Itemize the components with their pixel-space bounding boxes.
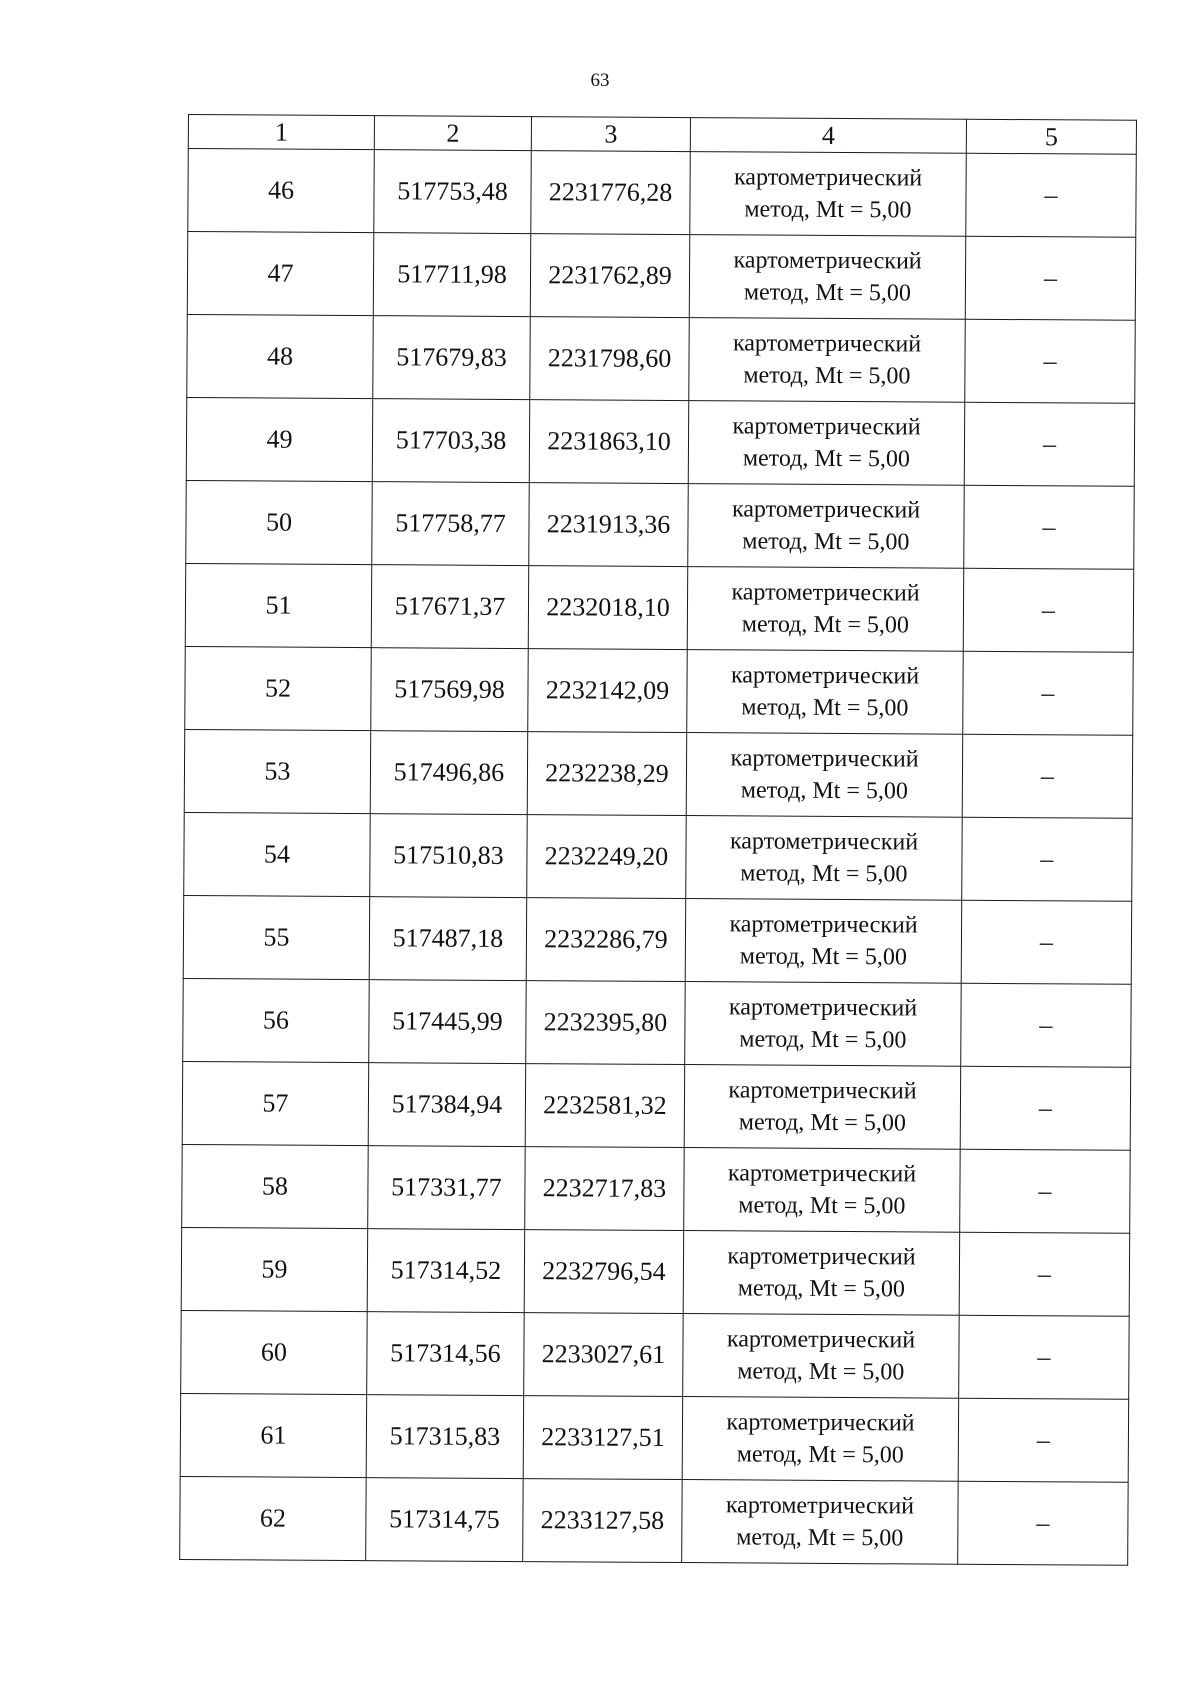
page-number: 63 xyxy=(590,70,610,91)
note-cell: – xyxy=(960,1066,1131,1150)
table-row xyxy=(183,895,1131,984)
method-line-1: картометрический xyxy=(728,1077,917,1105)
x-coordinate-cell: 517496,86 xyxy=(370,731,528,815)
table-row xyxy=(187,232,1135,321)
x-coordinate-cell: 517314,75 xyxy=(366,1478,524,1562)
method-line-1: картометрический xyxy=(729,828,919,856)
method-cell xyxy=(685,899,962,984)
x-coordinate-cell: 517510,83 xyxy=(370,814,528,898)
table-row xyxy=(187,314,1135,403)
table-row xyxy=(184,812,1132,901)
y-coordinate-cell: 2231762,89 xyxy=(530,234,690,318)
method-line-2: метод, Mt = 5,00 xyxy=(740,860,908,888)
note-cell: – xyxy=(963,651,1134,735)
point-number-cell: 50 xyxy=(186,480,373,564)
method-cell xyxy=(686,733,963,818)
method-line-1: картометрический xyxy=(725,1492,915,1520)
point-number-cell: 56 xyxy=(183,978,370,1062)
table-row xyxy=(184,729,1132,818)
method-line-1: картометрический xyxy=(731,579,920,607)
method-line-1: картометрический xyxy=(726,1326,916,1354)
method-line-1: картометрический xyxy=(727,1243,916,1271)
point-number-cell: 53 xyxy=(184,729,371,813)
method-line-2: метод, Mt = 5,00 xyxy=(740,777,908,805)
y-coordinate-cell: 2232238,29 xyxy=(527,732,687,816)
table-row xyxy=(185,646,1133,735)
note-cell: – xyxy=(958,1481,1129,1565)
method-cell xyxy=(685,982,962,1067)
method-line-1: картометрический xyxy=(732,330,922,358)
x-coordinate-cell: 517711,98 xyxy=(373,233,531,317)
note-cell: – xyxy=(965,236,1136,320)
method-cell xyxy=(688,401,965,486)
method-line-2: метод, Mt = 5,00 xyxy=(744,196,912,224)
note-cell: – xyxy=(961,983,1132,1067)
y-coordinate-cell: 2232395,80 xyxy=(526,981,686,1065)
point-number-cell: 46 xyxy=(188,149,375,233)
method-cell xyxy=(683,1314,960,1399)
x-coordinate-cell: 517384,94 xyxy=(368,1063,526,1147)
note-cell: – xyxy=(965,319,1136,403)
point-number-cell: 61 xyxy=(180,1393,367,1477)
y-coordinate-cell: 2231913,36 xyxy=(529,483,689,567)
method-line-2: метод, Mt = 5,00 xyxy=(737,1358,905,1386)
y-coordinate-cell: 2231863,10 xyxy=(529,400,689,484)
x-coordinate-cell: 517331,77 xyxy=(368,1146,526,1230)
note-cell: – xyxy=(959,1315,1130,1399)
method-line-2: метод, Mt = 5,00 xyxy=(743,279,912,307)
note-cell: – xyxy=(958,1398,1129,1482)
note-cell: – xyxy=(959,1232,1130,1316)
method-line-2: метод, Mt = 5,00 xyxy=(741,694,909,722)
point-number-cell: 52 xyxy=(185,646,372,730)
method-cell xyxy=(687,650,964,735)
header-row xyxy=(188,115,1136,155)
x-coordinate-cell: 517314,52 xyxy=(367,1229,525,1313)
method-cell xyxy=(684,1065,961,1150)
header-col-2: 2 xyxy=(374,116,531,151)
method-line-2: метод, Mt = 5,00 xyxy=(743,362,911,390)
y-coordinate-cell: 2232018,10 xyxy=(528,566,688,650)
point-number-cell: 51 xyxy=(185,563,372,647)
y-coordinate-cell: 2232581,32 xyxy=(525,1064,685,1148)
y-coordinate-cell: 2233027,61 xyxy=(524,1313,684,1397)
method-cell xyxy=(682,1397,959,1482)
method-cell xyxy=(683,1231,960,1316)
table-row xyxy=(183,978,1131,1067)
method-line-2: метод, Mt = 5,00 xyxy=(736,1524,904,1552)
point-number-cell: 54 xyxy=(184,812,371,896)
point-number-cell: 55 xyxy=(183,895,370,979)
table-row xyxy=(181,1227,1129,1316)
note-cell: – xyxy=(966,153,1137,237)
method-line-2: метод, Mt = 5,00 xyxy=(739,943,907,971)
method-cell xyxy=(686,816,963,901)
table-row xyxy=(180,1393,1128,1482)
point-number-cell: 57 xyxy=(182,1061,369,1145)
method-line-2: метод, Mt = 5,00 xyxy=(738,1192,906,1220)
method-cell xyxy=(682,1480,959,1565)
table-row xyxy=(188,149,1136,238)
method-line-2: метод, Mt = 5,00 xyxy=(741,611,910,639)
table-header xyxy=(188,115,1136,155)
table-row xyxy=(186,480,1134,569)
table-row xyxy=(182,1144,1130,1233)
point-number-cell: 59 xyxy=(181,1227,368,1311)
y-coordinate-cell: 2233127,51 xyxy=(523,1396,683,1480)
header-col-3: 3 xyxy=(531,117,690,152)
method-line-1: картометрический xyxy=(733,247,922,275)
table-row xyxy=(186,397,1134,486)
x-coordinate-cell: 517753,48 xyxy=(374,150,532,234)
method-line-1: картометрический xyxy=(732,413,921,441)
table-row xyxy=(181,1310,1129,1399)
method-line-2: метод, Mt = 5,00 xyxy=(742,528,910,556)
table-row xyxy=(182,1061,1130,1150)
x-coordinate-cell: 517758,77 xyxy=(372,482,530,566)
point-number-cell: 47 xyxy=(187,232,374,316)
y-coordinate-cell: 2233127,58 xyxy=(523,1479,683,1563)
method-line-1: картометрический xyxy=(731,496,921,524)
table-row xyxy=(185,563,1133,652)
method-line-1: картометрический xyxy=(730,662,920,690)
method-line-1: картометрический xyxy=(729,911,918,939)
method-line-2: метод, Mt = 5,00 xyxy=(736,1441,904,1469)
header-col-4: 4 xyxy=(690,118,966,154)
y-coordinate-cell: 2232796,54 xyxy=(524,1230,684,1314)
method-line-1: картометрический xyxy=(727,1160,917,1188)
y-coordinate-cell: 2232249,20 xyxy=(527,815,687,899)
method-line-1: картометрический xyxy=(733,164,923,192)
x-coordinate-cell: 517445,99 xyxy=(369,980,527,1064)
y-coordinate-cell: 2232142,09 xyxy=(528,649,688,733)
table-row xyxy=(180,1476,1128,1565)
x-coordinate-cell: 517314,56 xyxy=(367,1312,525,1396)
x-coordinate-cell: 517487,18 xyxy=(369,897,527,981)
point-number-cell: 49 xyxy=(186,397,373,481)
method-line-2: метод, Mt = 5,00 xyxy=(737,1275,905,1303)
x-coordinate-cell: 517703,38 xyxy=(372,399,530,483)
note-cell: – xyxy=(962,734,1133,818)
note-cell: – xyxy=(963,568,1134,652)
method-line-2: метод, Mt = 5,00 xyxy=(738,1109,906,1137)
note-cell: – xyxy=(960,1149,1131,1233)
header-col-5: 5 xyxy=(966,119,1136,154)
method-cell xyxy=(684,1148,961,1233)
x-coordinate-cell: 517679,83 xyxy=(373,316,531,400)
y-coordinate-cell: 2232286,79 xyxy=(526,898,686,982)
method-line-1: картометрический xyxy=(726,1409,915,1437)
method-cell xyxy=(690,152,967,237)
y-coordinate-cell: 2231798,60 xyxy=(530,317,690,401)
method-cell xyxy=(687,567,964,652)
header-col-1: 1 xyxy=(188,115,374,150)
y-coordinate-cell: 2231776,28 xyxy=(531,151,691,235)
x-coordinate-cell: 517315,83 xyxy=(366,1395,524,1479)
method-cell xyxy=(688,484,965,569)
method-line-1: картометрический xyxy=(730,745,919,773)
note-cell: – xyxy=(964,485,1135,569)
method-line-2: метод, Mt = 5,00 xyxy=(739,1026,907,1054)
point-number-cell: 62 xyxy=(180,1476,367,1560)
x-coordinate-cell: 517671,37 xyxy=(371,565,529,649)
x-coordinate-cell: 517569,98 xyxy=(371,648,529,732)
note-cell: – xyxy=(962,817,1133,901)
point-number-cell: 60 xyxy=(181,1310,368,1394)
method-cell xyxy=(689,318,966,403)
table-body xyxy=(180,149,1137,1566)
point-number-cell: 48 xyxy=(187,314,374,398)
point-number-cell: 58 xyxy=(182,1144,369,1228)
coordinates-table xyxy=(179,114,1137,1566)
note-cell: – xyxy=(961,900,1132,984)
note-cell: – xyxy=(964,402,1135,486)
method-line-1: картометрический xyxy=(728,994,918,1022)
y-coordinate-cell: 2232717,83 xyxy=(525,1147,685,1231)
method-line-2: метод, Mt = 5,00 xyxy=(742,445,911,473)
method-cell xyxy=(689,235,966,320)
